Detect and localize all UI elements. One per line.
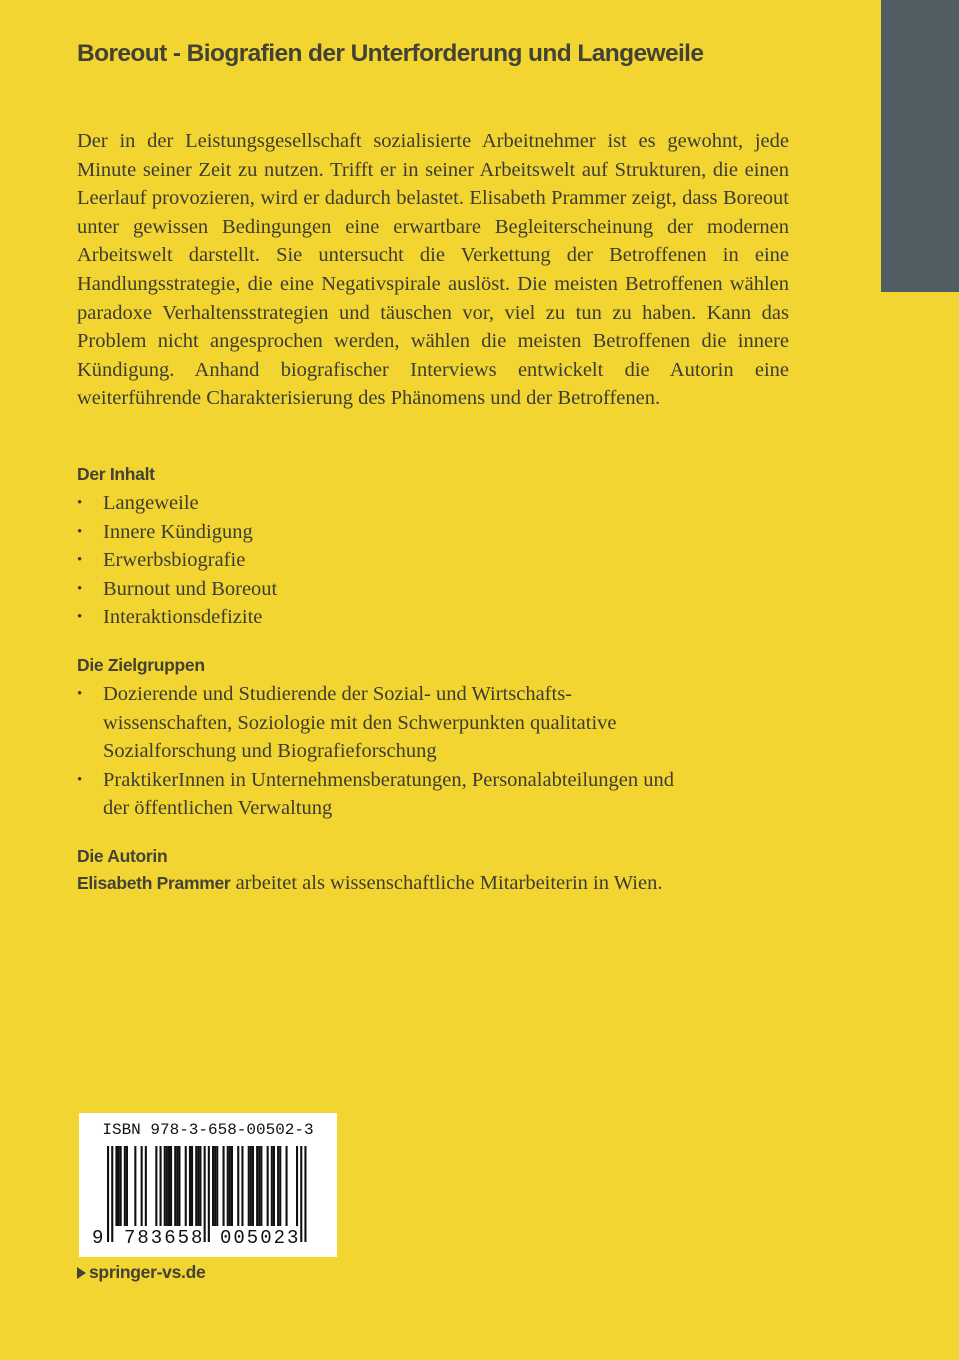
barcode-bar [252, 1146, 254, 1226]
author-heading: Die Autorin [77, 846, 168, 866]
barcode-bar [271, 1146, 273, 1226]
barcode-bar [267, 1146, 269, 1226]
barcode-bar [273, 1146, 275, 1226]
barcode-bar [195, 1146, 197, 1226]
list-item: • Langeweile [77, 489, 277, 518]
barcode-bar [260, 1146, 262, 1226]
barcode-bar [166, 1146, 168, 1226]
list-item [77, 680, 674, 766]
barcode-bar [208, 1146, 210, 1242]
list-item: • Erwerbsbiografie [77, 546, 277, 575]
barcode-bar [145, 1146, 147, 1226]
list-item-line: wissenschaften, Soziologie mit den Schwerpunkten qualitative [103, 711, 617, 734]
audience-heading: Die Zielgruppen [77, 655, 205, 675]
barcode-bar [107, 1146, 109, 1242]
barcode-bar [134, 1146, 136, 1226]
barcode-bar [286, 1146, 288, 1226]
barcode-bar [141, 1146, 143, 1226]
barcode-bar [118, 1146, 120, 1226]
barcode-bar [256, 1146, 258, 1226]
barcode-digits-left: 783658 [124, 1227, 205, 1249]
barcode-bar [164, 1146, 166, 1226]
spine-color-bar [881, 0, 959, 292]
barcode-bar [197, 1146, 199, 1226]
contents-heading: Der Inhalt [77, 464, 155, 484]
barcode-bar [248, 1146, 250, 1226]
isbn-barcode [79, 1113, 337, 1257]
barcode-bar [223, 1146, 225, 1226]
barcode-bar [168, 1146, 170, 1226]
list-item-line: • PraktikerInnen in Unternehmensberatungen, Personalabteilungen und [103, 768, 674, 791]
publisher-link[interactable] [77, 1262, 205, 1283]
barcode-bar [277, 1146, 279, 1226]
barcode-bar [124, 1146, 126, 1226]
list-item-line: Sozialforschung und Biografieforschung [103, 740, 437, 763]
barcode-bar [229, 1146, 231, 1226]
isbn-label: ISBN 978-3-658-00502-3 [102, 1121, 314, 1139]
list-item [77, 766, 674, 823]
barcode-bar [178, 1146, 180, 1226]
barcode-bar [216, 1146, 218, 1226]
barcode-bar [214, 1146, 216, 1226]
barcode-bar [185, 1146, 187, 1226]
contents-list [77, 489, 277, 632]
barcode-bar [212, 1146, 214, 1226]
barcode-bar [160, 1146, 162, 1226]
list-item-line: der öffentlichen Verwaltung [103, 797, 333, 820]
barcode-bar [126, 1146, 128, 1226]
list-item-line: • Dozierende und Studierende der Sozial- und Wirtschafts- [103, 683, 573, 705]
author-description: arbeitet als wissenschaftliche Mitarbeiterin in Wien. [230, 872, 663, 894]
barcode-digits-right: 005023 [220, 1227, 301, 1249]
list-item: • Innere Kündigung [77, 518, 277, 547]
book-title: Boreout - Biografien der Unterforderung und Langeweile [77, 40, 704, 67]
publisher-link-text: springer-vs.de [89, 1262, 206, 1282]
barcode-digit-first: 9 [92, 1227, 104, 1249]
author-name: Elisabeth Prammer [77, 873, 231, 893]
barcode-bar [258, 1146, 260, 1226]
barcode-bar [304, 1146, 306, 1242]
barcode-bar [199, 1146, 201, 1226]
arrow-right-icon [77, 1267, 86, 1279]
list-item: • Interaktionsdefizite [77, 603, 277, 632]
book-blurb: Der in der Leistungsgesellschaft sozialisierte Arbeitnehmer ist es gewohnt, jede Minute seiner Zeit zu nutzen. Trifft er in seiner Arbeitswelt auf Strukturen, die einen Leerlauf provozieren, wird er dadurch belastet. Elisabeth Prammer zeigt, dass Boreout unter gewissen Bedingungen eine erwartbare Begleiterscheinung der modernen Arbeitswelt darstellt. Sie untersucht die Verkettung der Betroffenen in eine Handlungsstrategie, die eine Negativspirale auslöst. Die meisten Betroffenen wählen paradoxe Verhaltensstrategien und täuschen vor, viel zu tun zu haben. Kann das Problem nicht angesprochen werden, wählen die meisten Betroffenen die innere Kündigung. Anhand biografischer Interviews entwickelt die Autorin eine weiterführende Charakterisierung des Phänomens und der Betroffenen. [77, 130, 789, 410]
barcode-bar [296, 1146, 298, 1226]
barcode-bar [111, 1146, 113, 1242]
audience-list [77, 680, 674, 823]
barcode-bar [300, 1146, 302, 1242]
barcode-bar [155, 1146, 157, 1226]
barcode-bar [115, 1146, 117, 1226]
barcode-bar [189, 1146, 191, 1226]
author-bio [77, 872, 662, 895]
barcode-bar [174, 1146, 176, 1226]
list-item: • Burnout und Boreout [77, 575, 277, 604]
barcode-bar [176, 1146, 178, 1226]
barcode-bar [250, 1146, 252, 1226]
barcode-bar [170, 1146, 172, 1226]
barcode-bar [120, 1146, 122, 1226]
barcode-bar [227, 1146, 229, 1226]
barcode-bar [191, 1146, 193, 1226]
barcode-bar [231, 1146, 233, 1226]
barcode-bar [241, 1146, 243, 1226]
barcode-bar [279, 1146, 281, 1226]
barcode-bar [237, 1146, 239, 1226]
